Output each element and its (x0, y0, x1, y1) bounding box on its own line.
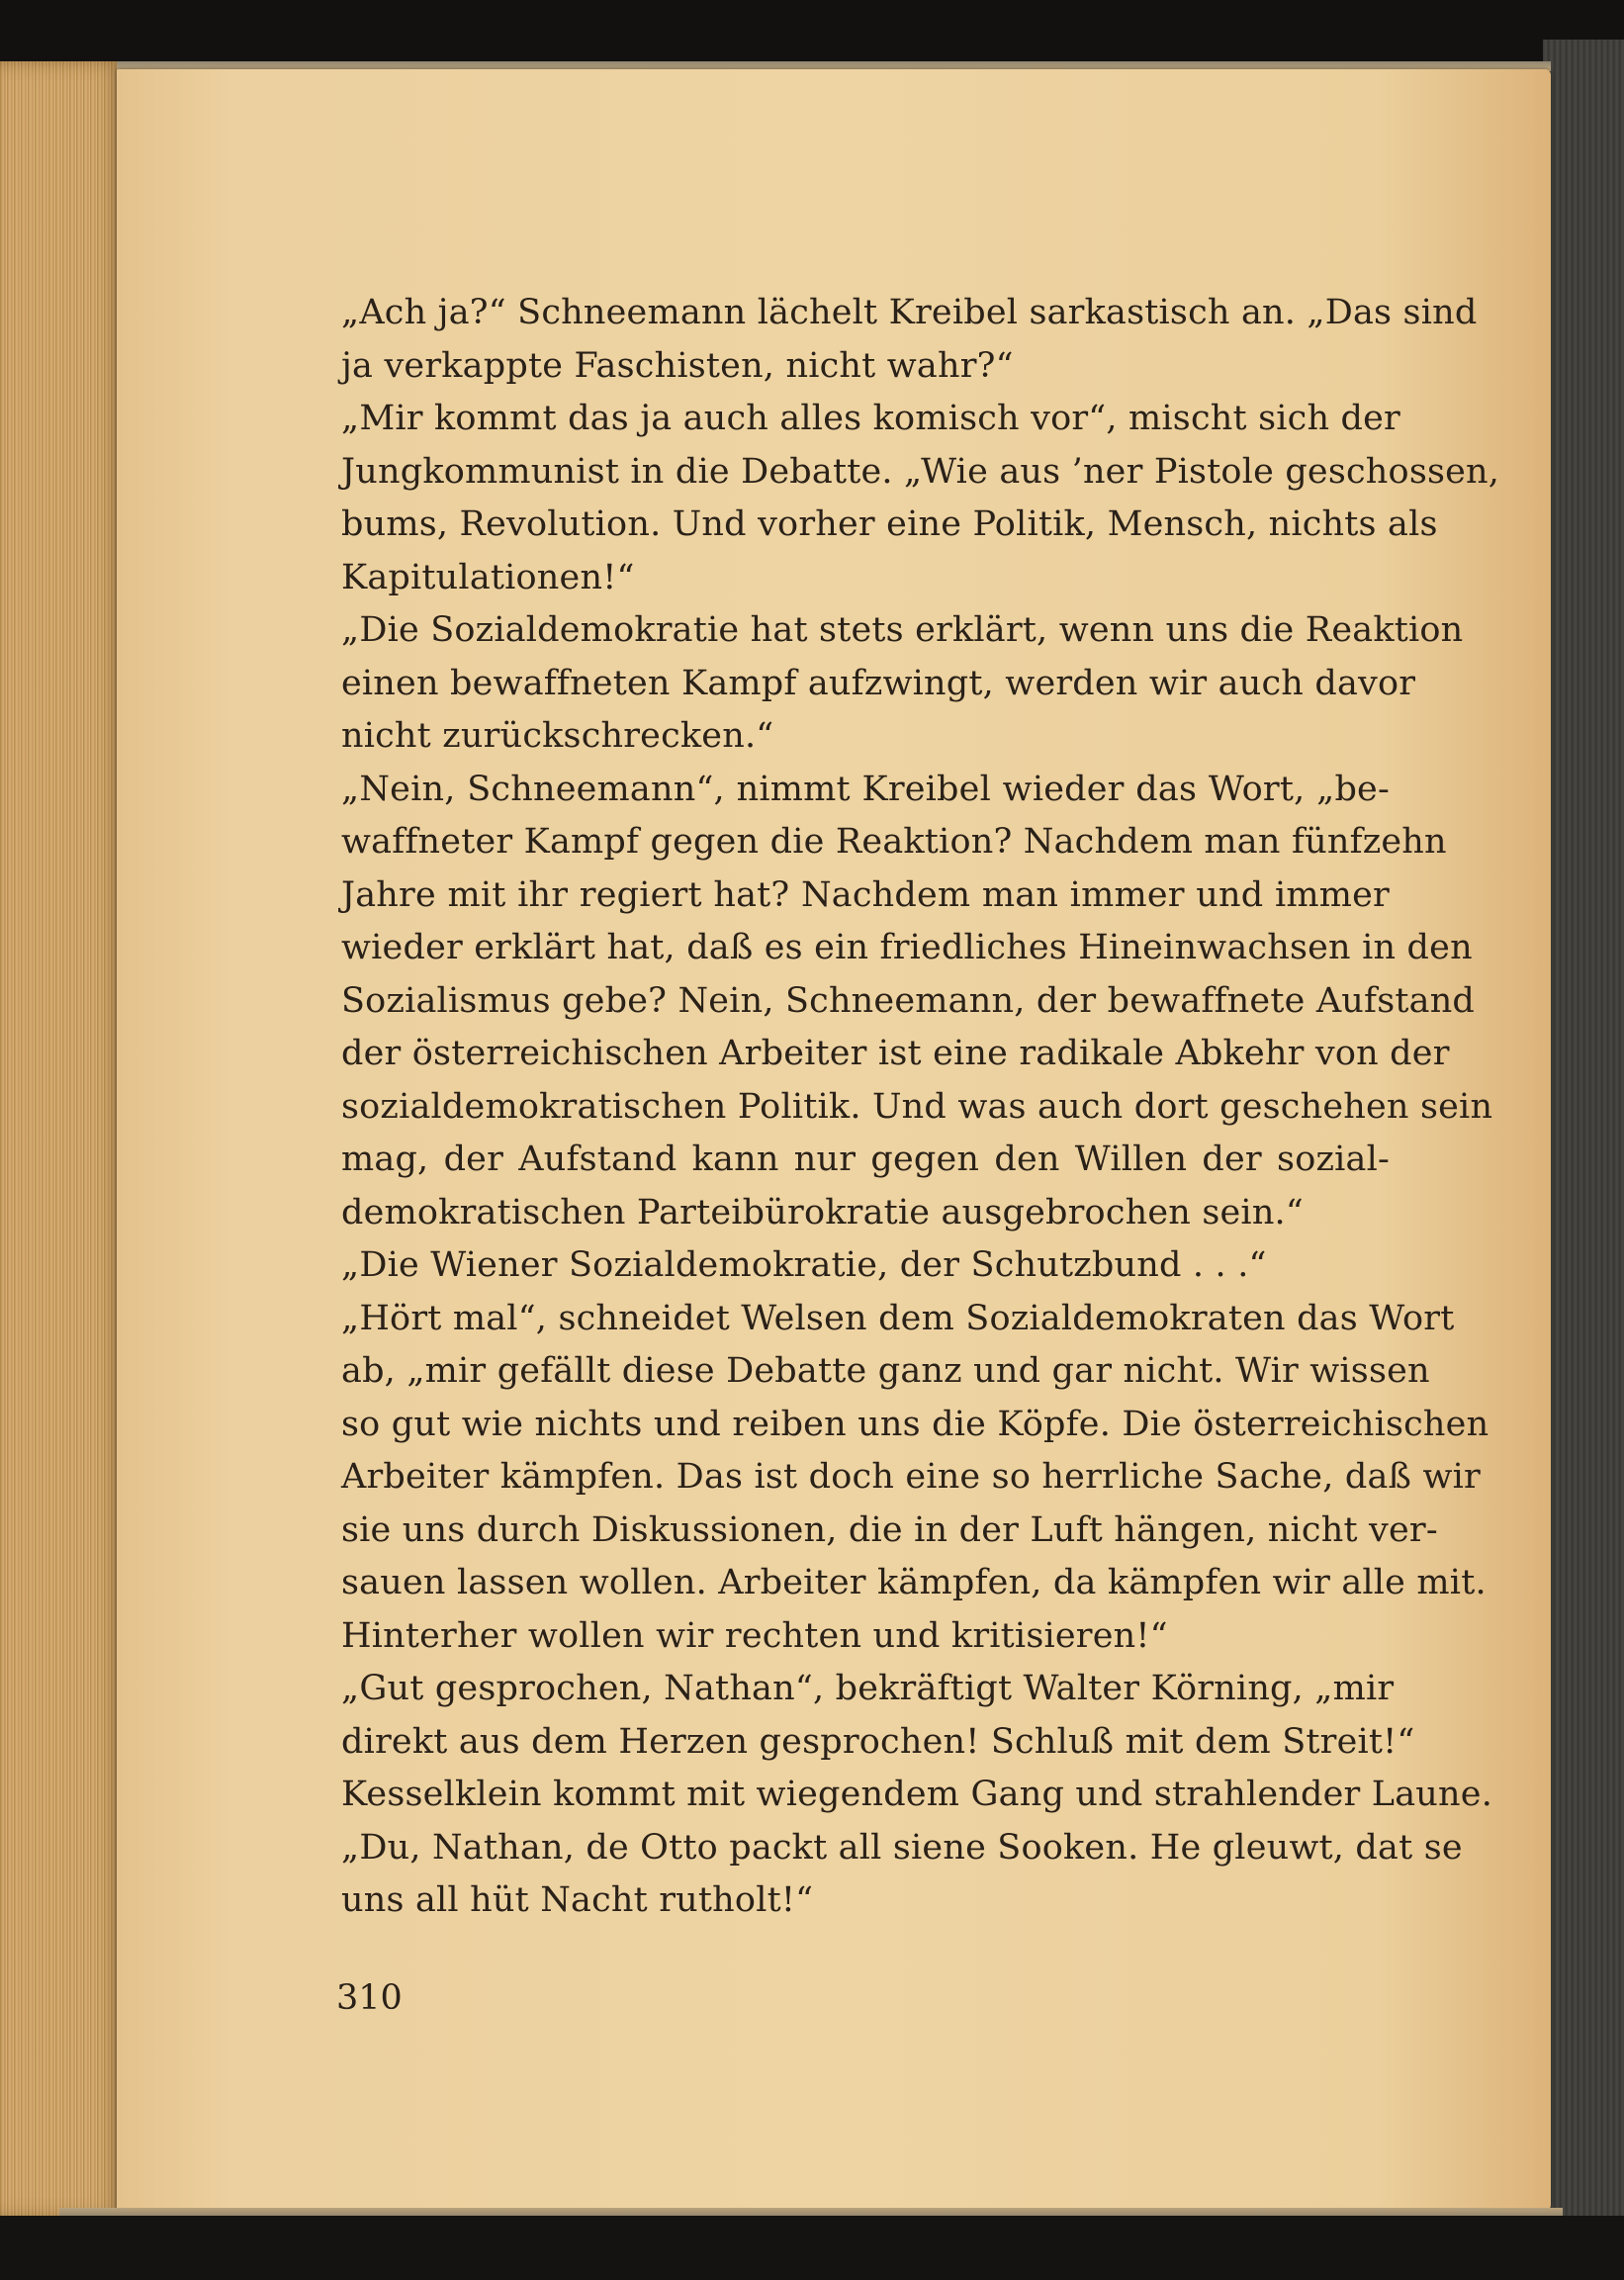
body-text (341, 287, 1500, 1928)
text-line: „Gut gesprochen, Nathan“, bekräftigt Walter Körning, „mir (341, 1669, 1395, 1708)
text-line: Sozialismus gebe? Nein, Schneemann, der bewaffnete Aufstand (341, 980, 1476, 1021)
text-line: ab, „mir gefällt diese Debatte ganz und gar nicht. Wir wissen (341, 1351, 1430, 1391)
text-line: sie uns durch Diskussionen, die in der Luft hängen, nicht ver- (341, 1509, 1438, 1550)
text-line: der österreichischen Arbeiter ist eine radikale Abkehr von der (341, 1034, 1450, 1073)
text-line: ja verkappte Faschisten, nicht wahr?“ (341, 345, 1014, 386)
text-line: Arbeiter kämpfen. Das ist doch eine so herrliche Sache, daß wir (341, 1457, 1481, 1497)
text-line: einen bewaffneten Kampf aufzwingt, werden wir auch davor (341, 663, 1416, 703)
text-line: Hinterher wollen wir rechten und kritisieren!“ (341, 1615, 1168, 1656)
text-line: nicht zurückschrecken.“ (341, 716, 774, 756)
text-line: so gut wie nichts und reiben uns die Köpfe. Die österreichischen (341, 1404, 1489, 1444)
text-line: sauen lassen wollen. Arbeiter kämpfen, da kämpfen wir alle mit. (341, 1563, 1487, 1602)
text-line: „Du, Nathan, de Otto packt all siene Sooken. He gleuwt, dat se (341, 1827, 1463, 1868)
page-edges (0, 61, 124, 2218)
text-line: uns all hüt Nacht rutholt!“ (341, 1880, 814, 1920)
text-line: Kesselklein kommt mit wiegendem Gang und strahlender Laune. (341, 1775, 1493, 1814)
scan-background-bottom (0, 2216, 1624, 2280)
text-line: demokratischen Parteibürokratie ausgebrochen sein.“ (341, 1192, 1304, 1232)
text-line: waffneter Kampf gegen die Reaktion? Nachdem man fünfzehn (341, 822, 1447, 862)
text-line: Jungkommunist in die Debatte. „Wie aus ’ner Pistole geschossen, (341, 451, 1500, 492)
text-line: wieder erklärt hat, daß es ein friedliches Hineinwachsen in den (341, 928, 1473, 967)
book-binding (1543, 40, 1624, 2245)
text-line: „Die Wiener Sozialdemokratie, der Schutzbund . . .“ (341, 1245, 1267, 1285)
text-line: „Nein, Schneemann“, nimmt Kreibel wieder das Wort, „be- (341, 769, 1390, 809)
text-line: „Mir kommt das ja auch alles komisch vor“, mischt sich der (341, 399, 1400, 438)
text-line: bums, Revolution. Und vorher eine Politik, Mensch, nichts als (341, 504, 1438, 544)
text-line: direkt aus dem Herzen gesprochen! Schluß mit dem Streit!“ (341, 1721, 1415, 1762)
text-line: „Hört mal“, schneidet Welsen dem Sozialdemokraten das Wort (341, 1298, 1455, 1338)
text-line: Kapitulationen!“ (341, 557, 635, 597)
text-line: „Ach ja?“ Schneemann lächelt Kreibel sarkastisch an. „Das sind (341, 293, 1478, 332)
text-line: „Die Sozialdemokratie hat stets erklärt, wenn uns die Reaktion (341, 610, 1464, 650)
text-line: mag, der Aufstand kann nur gegen den Willen der sozial- (341, 1140, 1390, 1179)
page-number: 310 (336, 1978, 403, 2018)
text-line: Jahre mit ihr regiert hat? Nachdem man immer und immer (341, 874, 1390, 915)
scan-background-top (0, 0, 1624, 61)
text-line: sozialdemokratischen Politik. Und was auch dort geschehen sein (341, 1086, 1493, 1127)
